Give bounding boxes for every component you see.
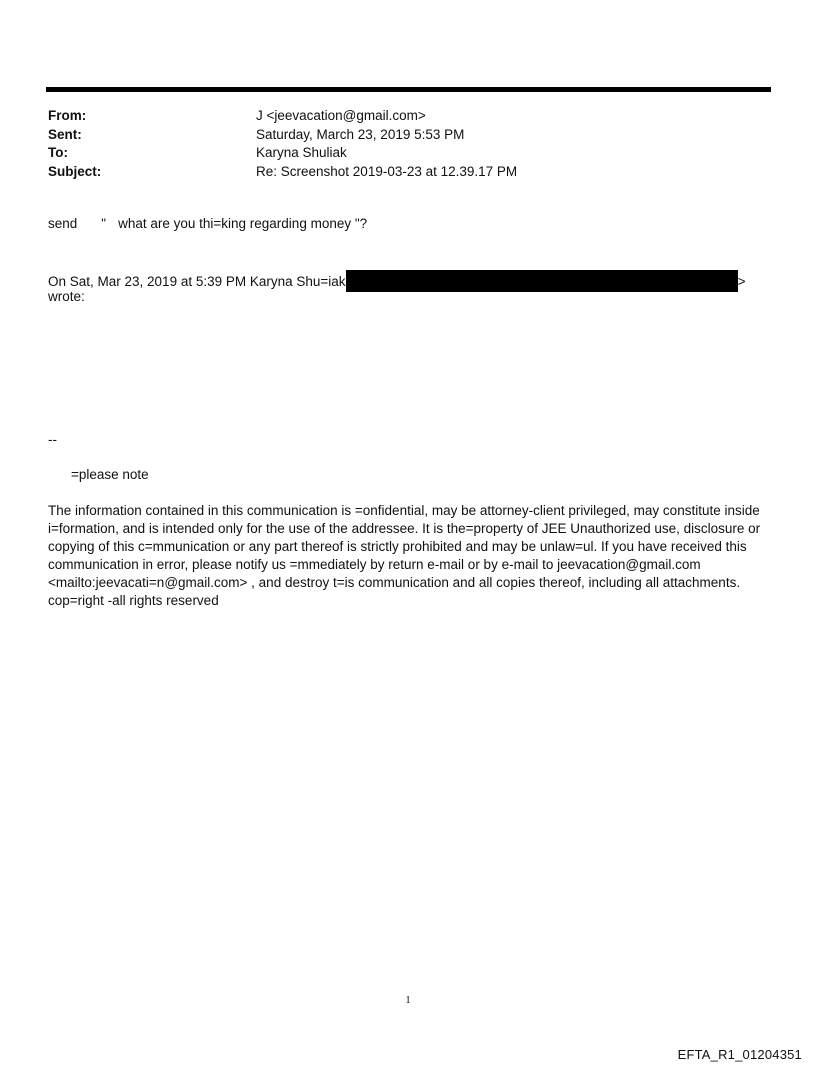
quote-end: > (737, 274, 746, 289)
from-label: From: (48, 108, 87, 123)
to-label: To: (48, 145, 68, 160)
subject-row (48, 163, 517, 182)
page-number: 1 (405, 994, 411, 1006)
quoted-intro-line (48, 270, 745, 292)
sent-row (48, 126, 517, 145)
header-rule (46, 87, 771, 92)
subject-value: Re: Screenshot 2019-03-23 at 12.39.17 PM (256, 163, 518, 179)
send-word: send (48, 216, 78, 231)
send-text: what are you thi=king regarding money "? (118, 216, 368, 231)
sent-value: Saturday, March 23, 2019 5:53 PM (256, 126, 465, 142)
quote-intro: On Sat, Mar 23, 2019 at 5:39 PM Karyna Shu=iak (48, 274, 346, 289)
bates-number: EFTA_R1_01204351 (677, 1047, 802, 1062)
to-value: Karyna Shuliak (256, 145, 347, 160)
subject-label: Subject: (48, 163, 102, 179)
quote-wrote: wrote: (48, 289, 85, 304)
confidentiality-disclaimer: The information contained in this communication is =onfidential, may be attorney-client privileged, may constitute inside i=formation, and is intended only for the use of the addressee. It is the=property of JEE Unauthorized use, disclosure or copying of this c=mmunication or any part thereof is strictly prohibited and may be unlaw=ul. If you have received this communication in error, please notify us =mmediately by return e-mail or by e-mail to jeevacation@gmail.com <mailto:jeevacati=n@gmail.com> , and destroy t=is communication and all copies thereof, including all attachments. cop=right -all rights reserved (48, 503, 761, 608)
from-value: J <jeevacation@gmail.com> (256, 108, 426, 123)
send-quote-mark: " (101, 216, 107, 231)
to-row (48, 144, 517, 163)
redaction-bar (346, 270, 738, 292)
sent-label: Sent: (48, 126, 82, 142)
email-header-block (48, 107, 517, 181)
message-line (48, 215, 367, 233)
signature-dashes: -- (48, 432, 57, 447)
please-note: =please note (71, 467, 149, 482)
from-row (48, 107, 517, 126)
